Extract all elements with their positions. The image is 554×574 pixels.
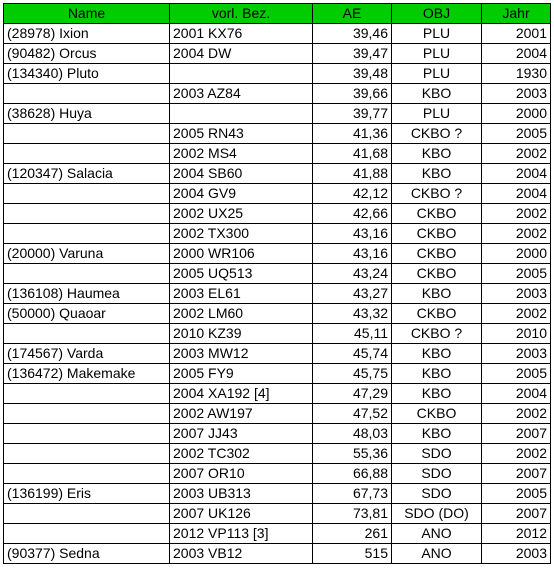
- cell-ae: 47,29: [313, 384, 392, 404]
- table-row: [4, 304, 551, 324]
- cell-jahr: 2002: [482, 224, 551, 244]
- cell-vorl-bez: 2010 KZ39: [170, 324, 313, 344]
- cell-jahr: 2005: [482, 124, 551, 144]
- table-row: [4, 324, 551, 344]
- cell-vorl-bez: 2003 EL61: [170, 284, 313, 304]
- cell-obj: CKBO: [392, 224, 482, 244]
- cell-jahr: 2007: [482, 424, 551, 444]
- cell-obj: KBO: [392, 144, 482, 164]
- cell-obj: ANO: [392, 524, 482, 544]
- table-row: [4, 464, 551, 484]
- table-row: [4, 64, 551, 84]
- cell-obj: PLU: [392, 64, 482, 84]
- cell-vorl-bez: [170, 104, 313, 124]
- cell-ae: 43,32: [313, 304, 392, 324]
- cell-vorl-bez: 2005 FY9: [170, 364, 313, 384]
- cell-jahr: 2005: [482, 484, 551, 504]
- cell-obj: ANO: [392, 544, 482, 564]
- table-row: [4, 124, 551, 144]
- cell-vorl-bez: 2012 VP113 [3]: [170, 524, 313, 544]
- cell-ae: 66,88: [313, 464, 392, 484]
- cell-vorl-bez: 2004 DW: [170, 44, 313, 64]
- cell-jahr: 2005: [482, 364, 551, 384]
- cell-ae: 39,46: [313, 24, 392, 44]
- cell-ae: 42,12: [313, 184, 392, 204]
- table-row: [4, 444, 551, 464]
- cell-vorl-bez: 2002 MS4: [170, 144, 313, 164]
- cell-obj: CKBO ?: [392, 124, 482, 144]
- header-row: [4, 4, 551, 24]
- cell-name: [4, 84, 170, 104]
- cell-jahr: 2003: [482, 284, 551, 304]
- cell-obj: CKBO: [392, 304, 482, 324]
- cell-jahr: 2002: [482, 204, 551, 224]
- cell-obj: CKBO: [392, 404, 482, 424]
- cell-ae: 41,68: [313, 144, 392, 164]
- cell-jahr: 2002: [482, 444, 551, 464]
- cell-name: [4, 124, 170, 144]
- cell-name: (136108) Haumea: [4, 284, 170, 304]
- cell-obj: KBO: [392, 384, 482, 404]
- cell-ae: 48,03: [313, 424, 392, 444]
- cell-name: (38628) Huya: [4, 104, 170, 124]
- cell-vorl-bez: 2003 AZ84: [170, 84, 313, 104]
- cell-ae: 43,24: [313, 264, 392, 284]
- table-row: [4, 244, 551, 264]
- cell-jahr: 2000: [482, 244, 551, 264]
- cell-jahr: 2001: [482, 24, 551, 44]
- table-row: [4, 484, 551, 504]
- table-row: [4, 544, 551, 564]
- table-row: [4, 24, 551, 44]
- cell-ae: 43,27: [313, 284, 392, 304]
- cell-jahr: 2003: [482, 344, 551, 364]
- cell-name: [4, 324, 170, 344]
- cell-ae: 41,36: [313, 124, 392, 144]
- cell-name: [4, 204, 170, 224]
- cell-obj: KBO: [392, 424, 482, 444]
- cell-jahr: 2003: [482, 84, 551, 104]
- table-row: [4, 164, 551, 184]
- cell-obj: SDO: [392, 444, 482, 464]
- cell-vorl-bez: 2002 LM60: [170, 304, 313, 324]
- cell-name: [4, 264, 170, 284]
- table-row: [4, 344, 551, 364]
- cell-name: (90377) Sedna: [4, 544, 170, 564]
- cell-jahr: 2002: [482, 144, 551, 164]
- cell-obj: CKBO: [392, 264, 482, 284]
- cell-name: (90482) Orcus: [4, 44, 170, 64]
- cell-name: [4, 424, 170, 444]
- column-header-jahr: Jahr: [482, 4, 551, 24]
- cell-name: (134340) Pluto: [4, 64, 170, 84]
- table-row: [4, 204, 551, 224]
- table-body: [4, 24, 551, 564]
- cell-vorl-bez: 2005 UQ513: [170, 264, 313, 284]
- cell-vorl-bez: 2002 UX25: [170, 204, 313, 224]
- cell-obj: KBO: [392, 364, 482, 384]
- cell-vorl-bez: 2007 UK126: [170, 504, 313, 524]
- cell-jahr: 2005: [482, 264, 551, 284]
- cell-jahr: 2004: [482, 384, 551, 404]
- cell-ae: 47,52: [313, 404, 392, 424]
- cell-jahr: 2012: [482, 524, 551, 544]
- cell-obj: CKBO: [392, 244, 482, 264]
- cell-obj: PLU: [392, 104, 482, 124]
- cell-name: (136472) Makemake: [4, 364, 170, 384]
- column-header-vorl-bez: vorl. Bez.: [170, 4, 313, 24]
- cell-name: (120347) Salacia: [4, 164, 170, 184]
- cell-name: [4, 184, 170, 204]
- cell-ae: 67,73: [313, 484, 392, 504]
- cell-jahr: 2010: [482, 324, 551, 344]
- cell-obj: SDO: [392, 464, 482, 484]
- table-row: [4, 84, 551, 104]
- table-row: [4, 524, 551, 544]
- cell-ae: 41,88: [313, 164, 392, 184]
- column-header-ae: AE: [313, 4, 392, 24]
- cell-jahr: 2004: [482, 164, 551, 184]
- column-header-name: Name: [4, 4, 170, 24]
- cell-vorl-bez: 2003 VB12: [170, 544, 313, 564]
- cell-name: (50000) Quaoar: [4, 304, 170, 324]
- cell-vorl-bez: 2004 XA192 [4]: [170, 384, 313, 404]
- cell-name: [4, 224, 170, 244]
- cell-ae: 43,16: [313, 224, 392, 244]
- cell-vorl-bez: 2003 UB313: [170, 484, 313, 504]
- cell-obj: KBO: [392, 164, 482, 184]
- objects-table: [3, 3, 551, 564]
- cell-obj: PLU: [392, 44, 482, 64]
- table-row: [4, 364, 551, 384]
- cell-obj: KBO: [392, 84, 482, 104]
- cell-name: (174567) Varda: [4, 344, 170, 364]
- cell-ae: 515: [313, 544, 392, 564]
- cell-obj: SDO: [392, 484, 482, 504]
- cell-name: (20000) Varuna: [4, 244, 170, 264]
- table-row: [4, 224, 551, 244]
- cell-jahr: 2004: [482, 184, 551, 204]
- cell-name: [4, 464, 170, 484]
- cell-name: (28978) Ixion: [4, 24, 170, 44]
- cell-vorl-bez: 2000 WR106: [170, 244, 313, 264]
- cell-jahr: 2004: [482, 44, 551, 64]
- cell-vorl-bez: 2002 TX300: [170, 224, 313, 244]
- cell-ae: 261: [313, 524, 392, 544]
- cell-obj: SDO (DO): [392, 504, 482, 524]
- table-row: [4, 384, 551, 404]
- table-row: [4, 284, 551, 304]
- cell-ae: 45,74: [313, 344, 392, 364]
- cell-vorl-bez: 2004 GV9: [170, 184, 313, 204]
- cell-jahr: 2007: [482, 464, 551, 484]
- cell-vorl-bez: 2005 RN43: [170, 124, 313, 144]
- cell-jahr: 2002: [482, 404, 551, 424]
- cell-jahr: 2002: [482, 304, 551, 324]
- cell-jahr: 2007: [482, 504, 551, 524]
- table-row: [4, 424, 551, 444]
- cell-vorl-bez: [170, 64, 313, 84]
- column-header-obj: OBJ: [392, 4, 482, 24]
- cell-jahr: 1930: [482, 64, 551, 84]
- table-row: [4, 144, 551, 164]
- cell-obj: CKBO: [392, 204, 482, 224]
- cell-vorl-bez: 2007 OR10: [170, 464, 313, 484]
- cell-jahr: 2000: [482, 104, 551, 124]
- cell-vorl-bez: 2001 KX76: [170, 24, 313, 44]
- table-row: [4, 504, 551, 524]
- cell-obj: PLU: [392, 24, 482, 44]
- cell-vorl-bez: 2007 JJ43: [170, 424, 313, 444]
- cell-ae: 42,66: [313, 204, 392, 224]
- cell-jahr: 2003: [482, 544, 551, 564]
- cell-name: [4, 504, 170, 524]
- cell-vorl-bez: 2002 TC302: [170, 444, 313, 464]
- cell-name: [4, 384, 170, 404]
- cell-name: [4, 144, 170, 164]
- cell-vorl-bez: 2003 MW12: [170, 344, 313, 364]
- cell-ae: 45,75: [313, 364, 392, 384]
- cell-name: [4, 524, 170, 544]
- cell-ae: 39,77: [313, 104, 392, 124]
- cell-vorl-bez: 2004 SB60: [170, 164, 313, 184]
- cell-obj: KBO: [392, 284, 482, 304]
- table-row: [4, 104, 551, 124]
- cell-name: (136199) Eris: [4, 484, 170, 504]
- table-row: [4, 44, 551, 64]
- cell-obj: KBO: [392, 344, 482, 364]
- cell-vorl-bez: 2002 AW197: [170, 404, 313, 424]
- cell-ae: 45,11: [313, 324, 392, 344]
- cell-ae: 55,36: [313, 444, 392, 464]
- table-row: [4, 404, 551, 424]
- cell-ae: 39,47: [313, 44, 392, 64]
- cell-name: [4, 444, 170, 464]
- cell-ae: 39,66: [313, 84, 392, 104]
- cell-obj: CKBO ?: [392, 324, 482, 344]
- cell-ae: 73,81: [313, 504, 392, 524]
- cell-ae: 39,48: [313, 64, 392, 84]
- table-row: [4, 184, 551, 204]
- cell-obj: CKBO ?: [392, 184, 482, 204]
- table-row: [4, 264, 551, 284]
- cell-ae: 43,16: [313, 244, 392, 264]
- cell-name: [4, 404, 170, 424]
